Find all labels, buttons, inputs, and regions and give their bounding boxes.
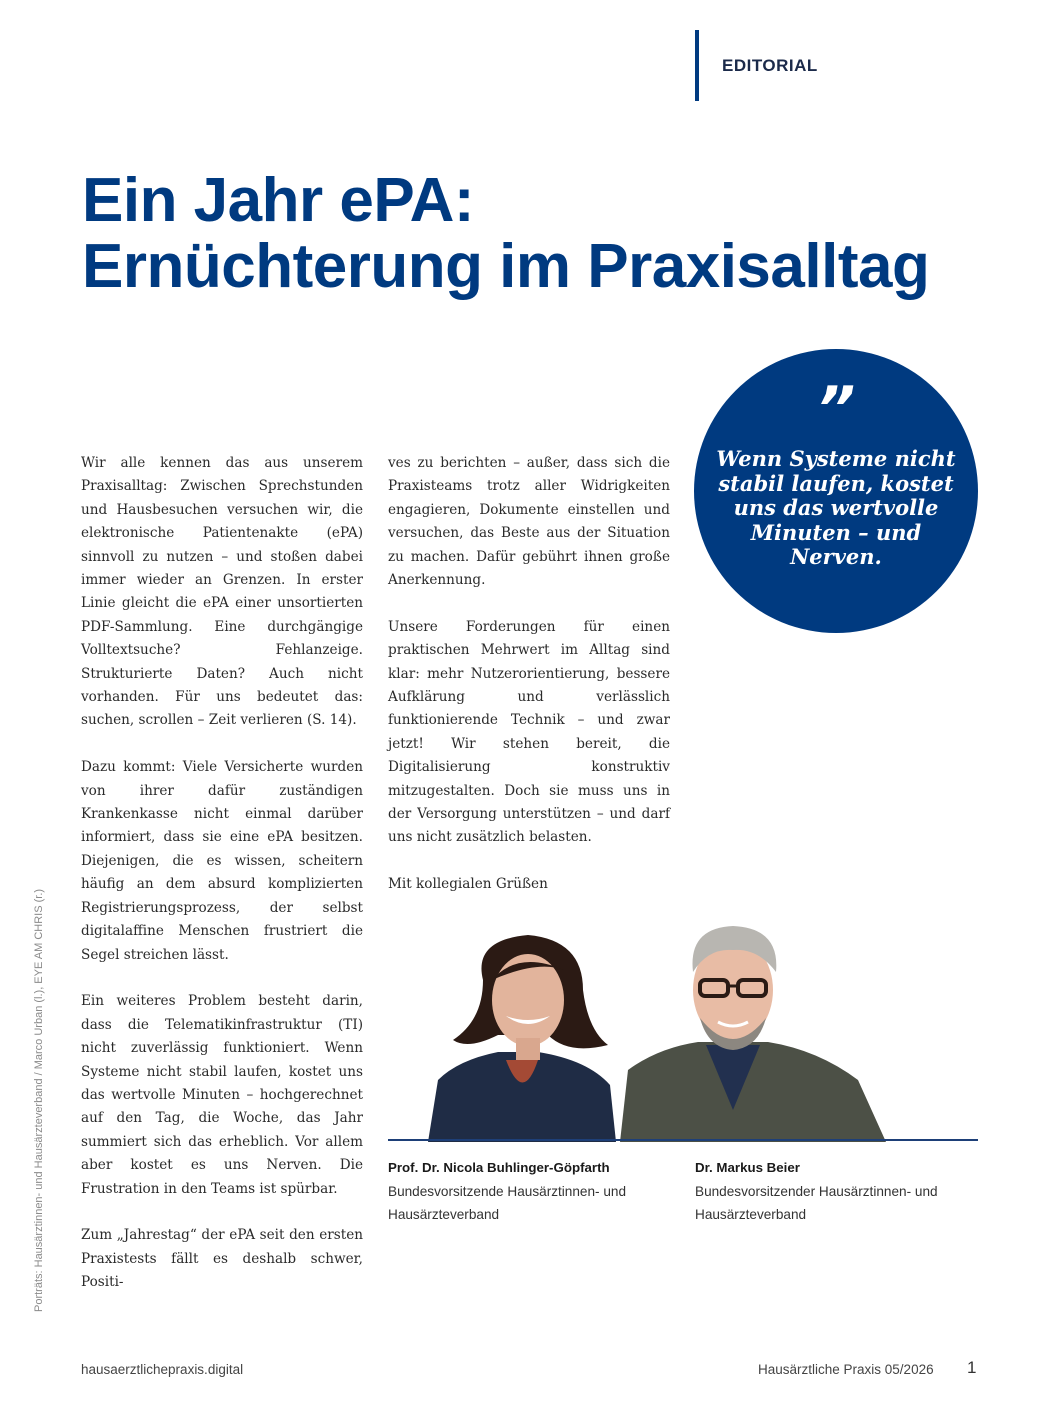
section-accent-bar <box>695 30 699 101</box>
signature-name: Dr. Markus Beier <box>695 1160 800 1175</box>
article-column-left <box>81 452 363 1318</box>
closing-salutation: Mit kollegialen Grüßen <box>388 876 548 893</box>
signature-role: Bundesvorsitzender Hausärztinnen- und Hausärzteverband <box>695 1183 938 1222</box>
paragraph: Ein weiteres Problem besteht darin, dass die Telematikinfrastruktur (TI) nicht zuverlässig funktioniert. Wenn Systeme nicht stabil laufen, kostet uns das wertvolle Minuten – hochgerechnet auf den Tag, die Woche, das Jahr summiert sich das erheblich. Vor allem aber kostet es uns Nerven. Die Frustration in den Teams ist spürbar. <box>81 993 363 1197</box>
signature-block-right <box>695 1156 985 1227</box>
article-column-middle <box>388 452 670 920</box>
footer-url[interactable]: hausaerztlichepraxis.digital <box>81 1362 244 1377</box>
portrait-left <box>428 935 616 1142</box>
paragraph: Unsere Forderungen für einen praktischen Mehrwert im Alltag sind klar: mehr Nutzerorientierung, bessere Aufklärung und verlässlich funktionierende Technik – und zwar jetzt! Wir stehen bereit, die Digitalisierung konstruktiv mitzugestalten. Doch sie muss uns in der Versorgung unterstützen – und darf uns nicht zusätzlich belasten. <box>388 618 670 846</box>
portraits-illustration <box>388 920 978 1142</box>
headline-line-2: Ernüchterung im Praxisalltag <box>82 232 930 301</box>
quote-mark-icon: ” <box>816 374 856 444</box>
section-label: EDITORIAL <box>722 56 818 75</box>
paragraph: Wir alle kennen das aus unserem Praxisalltag: Zwischen Sprechstunden und Hausbesuchen versuchen wir, die elektronische Patientenakte (ePA) sinnvoll zu nutzen – und stoßen dabei immer wieder an Grenzen. In erster Linie gleicht die ePA einer unsortierten PDF-Sammlung. Eine durchgängige Volltextsuche? Fehlanzeige. Strukturierte Daten? Auch nicht vorhanden. Für uns bedeutet das: suchen, scrollen – Zeit verlieren (S. 14). <box>81 455 363 729</box>
footer-issue: Hausärztliche Praxis 05/2026 <box>758 1362 934 1377</box>
signature-role: Bundesvorsitzende Hausärztinnen- und Hausärzteverband <box>388 1183 627 1222</box>
paragraph: Dazu kommt: Viele Versicherte wurden von ihrer dafür zuständigen Krankenkasse nicht einmal darüber informiert, dass sie eine ePA besitzen. Diejenigen, die es wissen, scheitern häufig an dem absurd komplizierten Registrierungsprozess, der selbst digitalaffine Menschen frustriert die Segel streichen lässt. <box>81 759 363 963</box>
page-title <box>82 168 982 300</box>
pull-quote-text: Wenn Systeme nicht stabil laufen, kostet uns das wertvolle Minuten – und Nerven. <box>716 446 956 569</box>
paragraph: Zum „Jahrestag“ der ePA seit den ersten Praxistests fällt es deshalb schwer, Positi- <box>81 1227 363 1291</box>
author-portraits <box>388 920 978 1142</box>
signature-block-left <box>388 1156 678 1227</box>
pull-quote <box>694 349 978 633</box>
portrait-divider <box>388 1139 978 1141</box>
headline-line-1: Ein Jahr ePA: <box>82 166 475 235</box>
portrait-right <box>620 926 886 1142</box>
signature-name: Prof. Dr. Nicola Buhlinger-Göpfarth <box>388 1160 610 1175</box>
page-number: 1 <box>967 1358 977 1377</box>
photo-credit: Porträts: Hausärztinnen- und Hausärzteverband / Marco Urban (l.), EYE AM CHRIS (r.) <box>33 888 45 1312</box>
paragraph: ves zu berichten – außer, dass sich die Praxisteams trotz aller Widrigkeiten engagieren, Dokumente einstellen und versuchen, das Beste aus der Situation zu machen. Dafür gebührt ihnen große Anerkennung. <box>388 455 670 589</box>
